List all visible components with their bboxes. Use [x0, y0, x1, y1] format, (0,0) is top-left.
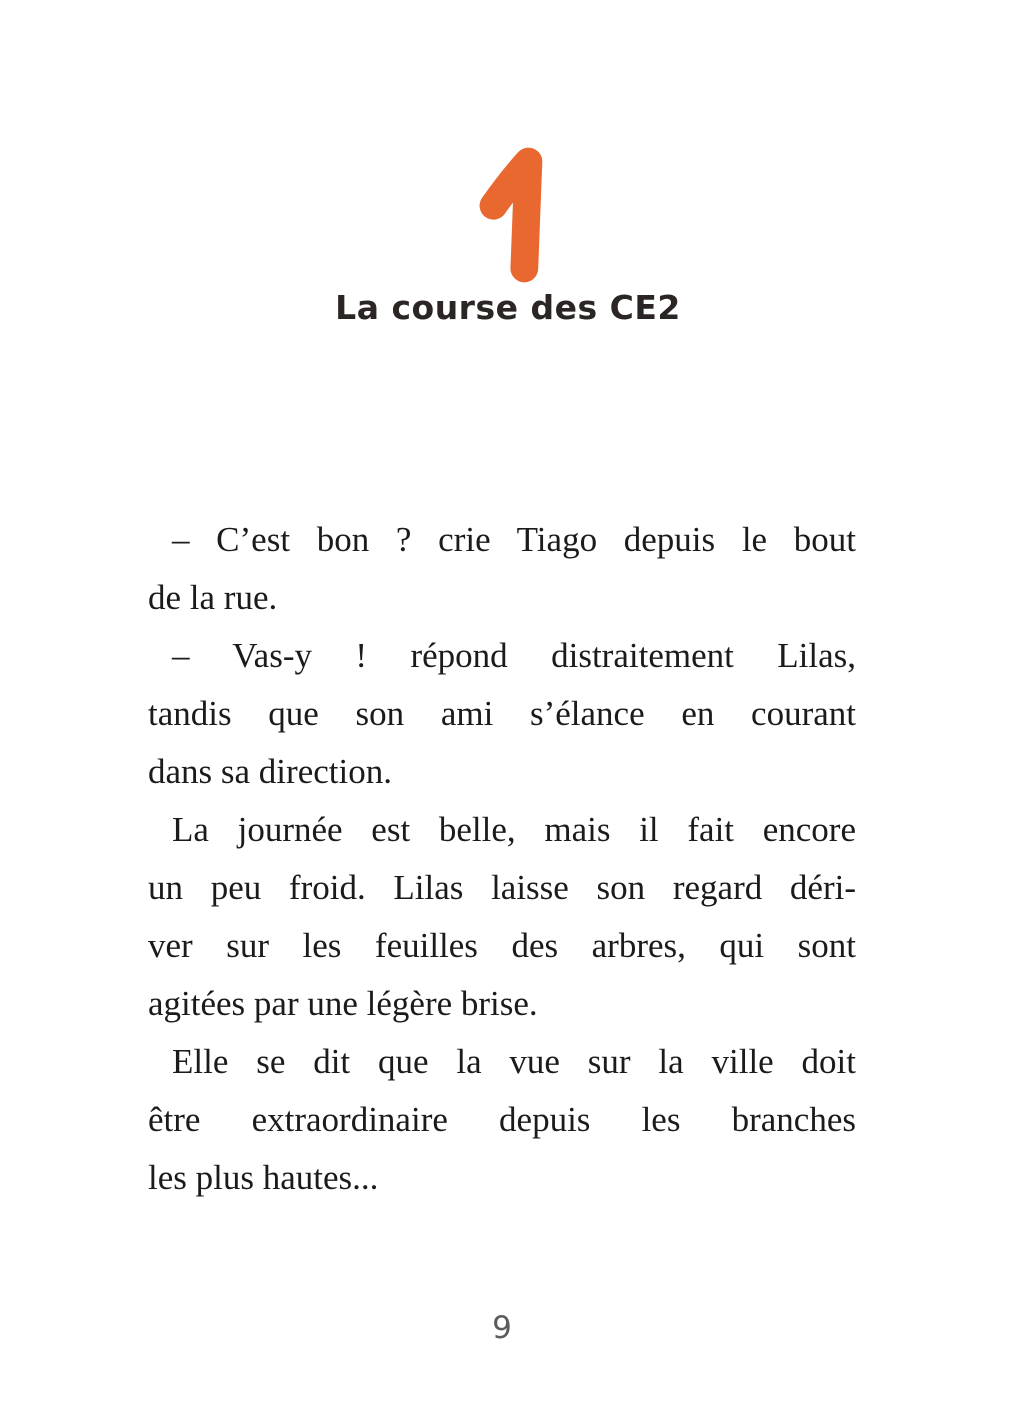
text-line: agitées par une légère brise.	[148, 984, 538, 1023]
chapter-title: La course des CE2	[335, 288, 681, 327]
page-number: 9	[492, 1310, 512, 1346]
chapter-number	[477, 146, 549, 284]
body-text	[148, 511, 856, 1207]
text-line: La journée est belle, mais il fait encore	[172, 810, 856, 849]
chapter-number-text	[477, 284, 478, 285]
text-line: dans sa direction.	[148, 752, 392, 791]
chapter-number-one-icon	[477, 146, 549, 284]
text-line: – C’est bon ? crie Tiago depuis le bout	[172, 520, 856, 559]
text-line: un peu froid. Lilas laisse son regard déri-	[148, 868, 856, 907]
text-line: Elle se dit que la vue sur la ville doit	[172, 1042, 856, 1081]
text-line: être extraordinaire depuis les branches	[148, 1100, 856, 1139]
text-line: tandis que son ami s’élance en courant	[148, 694, 856, 733]
text-line: ver sur les feuilles des arbres, qui sont	[148, 926, 856, 965]
text-line: les plus hautes...	[148, 1158, 379, 1197]
one-glyph-stroke	[493, 162, 528, 269]
text-line: – Vas-y ! répond distraitement Lilas,	[172, 636, 856, 675]
text-line: de la rue.	[148, 578, 278, 617]
